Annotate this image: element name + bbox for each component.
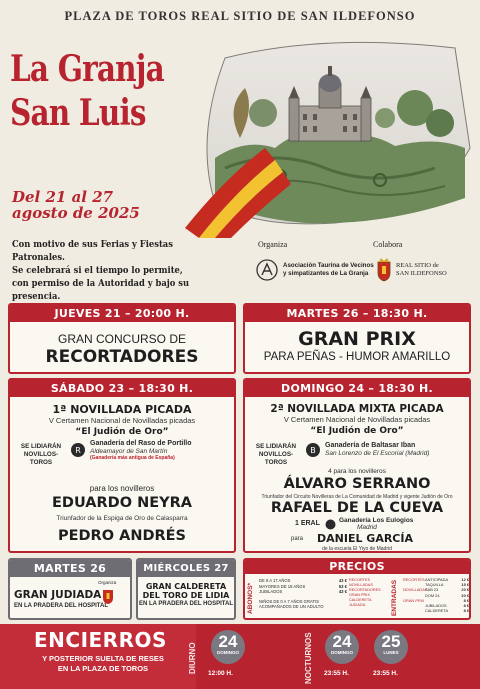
title-line2: San Luis [10,92,146,134]
abono-label: MAYORES DE 18 AÑOS [259,583,306,589]
organiza-label: Organiza [258,240,288,249]
events-list-item: NOVILLADAS [349,583,373,587]
events-list-item: CALDERETA [349,598,372,602]
entradas-list [403,577,469,613]
card-martes26 [8,558,132,620]
entrada-label: JUBILADOS [425,603,447,609]
diurno-time: 12:00 H. [208,670,233,677]
domingo-para2: para [291,536,304,542]
events-list-item: RECORTADORES [349,588,381,592]
footer-encierros-sub [28,654,178,674]
domingo-eral-block [339,517,413,531]
card-martes26-head: MARTES 26 [10,560,130,577]
entrada-price: 8 € [463,603,469,609]
events-list [349,578,389,608]
dates-line2: agosto de 2025 [12,204,140,222]
card-domingo [243,378,471,553]
organiza-name [283,262,374,278]
abonos-note-line: NIÑOS DE 0 A 7 AÑOS GRATIS [259,598,319,604]
entrada-label: TAQUILLA [425,582,444,588]
sabado-title: 1ª NOVILLADA PICADA [52,403,192,416]
dates-line1: Del 21 al 27 [12,188,114,206]
entrada-label: CALDERETA [425,608,449,614]
svg-text:R: R [75,446,81,455]
domingo-novillero2: RAFAEL DE LA CUEVA [270,500,444,516]
entrada-price: 20 € [461,587,469,593]
entrada-label: DOM 24 [425,592,440,598]
ganaderia-brand-icon [305,442,321,458]
domingo-eral-ganaderia: Ganadería Los Eulogios [339,517,414,524]
diurno-dayname: DOMINGO [217,650,239,655]
entrada-group: GRAN PRIX [403,597,425,603]
intro-line: con permiso de la Autoridad y bajo su presencia. [12,278,190,302]
events-list-item: GRAN PRIX [349,593,370,597]
noct-dayname: DOMINGO [331,650,353,655]
diurno-day: 24 [218,632,238,651]
ganaderia-brand-icon [70,442,86,458]
domingo-para: 4 para los novilleros [328,468,386,475]
organiza-name-line: Asociación Taurina de Vecinos [283,262,374,269]
abono-label: JUBILADOS [259,589,283,594]
footer-nocturnos: NOCTURNOS [304,632,313,684]
card-precios [243,558,471,620]
entrada-price: 8 € [463,608,469,614]
palace-illustration [185,28,475,238]
sabado-para: para los novilleros [89,484,155,493]
domingo-title: 2ª NOVILLADA MIXTA PICADA [270,403,444,415]
venue-title: PLAZA DE TOROS REAL SITIO DE SAN ILDEFONSO [64,9,416,23]
card-martes [243,303,471,374]
domingo-eral: 1 ERAL [295,520,320,527]
abono-row [259,589,347,595]
abonos-note [259,599,347,610]
sabado-novillero2: PEDRO ANDRÉS [57,528,186,544]
crest-icon [376,258,392,282]
sabado-novillero1-note: Triunfador de la Espiga de Oro de Calasparra [56,515,188,522]
abonos-label: ABONOS* [247,582,254,614]
sabado-novillero1: EDUARDO NEYRA [52,495,192,511]
domingo-novillero1: ÁLVARO SERRANO [283,476,431,492]
miercoles-line1: GRAN CALDERETA [145,582,227,591]
domingo-novillero3-note: de la escuela El Yiyo de Madrid [322,546,392,552]
entrada-group: RECORTES [403,577,425,582]
intro-line: Se celebrará si el tiempo lo permite, [12,265,183,276]
title-line1: La Granja [10,48,164,90]
domingo-prize: “El Judión de Oro” [310,426,404,436]
miercoles-line3: EN LA PRADERA DEL HOSPITAL [138,601,233,607]
footer-encierros-sub-line: EN LA PLAZA DE TOROS [57,664,149,673]
colabora-name [396,262,447,278]
abono-label: DE 8 A 17 AÑOS [259,578,291,583]
entrada-price: 15 € [461,582,469,588]
sabado-lidiaran [16,443,66,467]
noct-time: 23:55 H. [324,670,349,677]
intro-line: Con motivo de sus Ferias y Fiestas Patronales. [12,239,173,263]
card-sabado-head: SÁBADO 23 – 18:30 H. [10,380,234,397]
svg-text:B: B [310,446,316,455]
domingo-sub: V Certamen Nacional de Novilladas picadas [283,415,431,424]
sabado-ganaderia-loc: Aldeamayor de San Martín [90,447,168,455]
sabado-lidiaran-line: NOVILLOS-TOROS [23,451,59,466]
entradas-label: ENTRADAS [391,579,398,617]
footer-diurno: DIURNO [188,642,197,674]
domingo-lidiaran-line: NOVILLOS-TOROS [258,451,294,466]
card-miercoles-head: MIÉRCOLES 27 [138,560,234,577]
abono-price: 53 € [338,583,347,589]
footer-encierros: ENCIERROS [34,628,167,652]
noct-day-badge [325,630,359,664]
noct-time: 23:55 H. [373,670,398,677]
abono-price: 43 € [338,589,347,594]
abonos-note-line: ACOMPAÑADOS DE UN ADULTO [259,604,324,609]
sabado-ganaderia-note: (Ganadería más antigua de España) [90,455,175,461]
organiza-name-line: y simpatizantes de La Granja [283,270,369,277]
domingo-lidiaran [251,443,301,467]
card-martes-head: MARTES 26 – 18:30 H. [245,305,469,322]
martes26-line2: EN LA PRADERA DEL HOSPITAL [14,603,109,609]
abonos-list [259,578,347,610]
sabado-sub: V Certamen Nacional de Novilladas picadas [48,416,196,425]
noct-day: 24 [332,632,352,651]
colabora-label: Colabora [373,240,403,249]
events-list-item: JUDIADA [349,603,366,607]
card-jueves-line1: GRAN CONCURSO DE [57,332,186,346]
sabado-prize: “El Judión de Oro” [75,427,169,437]
crest-icon [102,587,114,605]
miercoles-line2: DEL TORO DE LIDIA [142,591,230,600]
card-jueves-line2: RECORTADORES [45,347,199,367]
intro-text [12,238,219,303]
colabora-name-line: SAN ILDEFONSO [396,270,447,277]
diurno-day-badge [211,630,245,664]
card-miercoles [136,558,236,620]
entrada-price: 20 € [461,592,469,598]
card-domingo-head: DOMINGO 24 – 18:30 H. [245,380,469,397]
association-logo-icon [255,258,279,282]
precios-head: PRECIOS [245,560,469,574]
footer-encierros-sub-line: Y POSTERIOR SUELTA DE RESES [42,654,164,663]
sabado-lidiaran-line: SE LIDIARÁN [20,443,62,450]
domingo-ganaderia-loc: San Lorenzo de El Escorial (Madrid) [325,450,430,457]
sabado-ganaderia-block [90,440,192,463]
domingo-novillero1-note: Triunfador del Circuito Novilleras de La Comunidad de Madrid y vigente Judión de Oro [261,494,453,500]
entrada-label: SÁB 23 [425,587,439,593]
domingo-ganaderia: Ganadería de Baltasar Iban [325,442,416,449]
martes26-line1: GRAN JUDIADA [14,589,102,601]
domingo-lidiaran-line: SE LIDIARÁN [255,443,297,450]
domingo-ganaderia-block [325,442,429,458]
martes26-organiza: Organiza [98,580,117,585]
noct-dayname: LUNES [383,650,399,655]
abono-price: 43 € [338,578,347,583]
events-list-item: RECORTES [349,578,371,582]
entrada-price: 12 € [461,577,469,582]
noct-day-badge [374,630,408,664]
colabora-name-line: REAL SITIO de [396,262,439,269]
card-martes-line2: PARA PEÑAS - HUMOR AMARILLO [263,351,451,363]
card-jueves-head: JUEVES 21 – 20:00 H. [10,305,234,322]
ganaderia-brand-icon [325,519,336,530]
entrada-group [403,608,425,613]
card-sabado [8,378,236,553]
card-jueves [8,303,236,374]
card-martes-line1: GRAN PRIX [298,328,416,350]
domingo-novillero3: DANIEL GARCÍA [317,532,413,545]
domingo-eral-loc: Madrid [357,524,377,531]
noct-day: 25 [381,632,401,651]
entrada-group: NOVILLADAS [403,587,428,593]
entrada-row [403,608,469,613]
sabado-ganaderia: Ganadería del Raso de Portillo [90,440,192,447]
entrada-price: 8 € [463,597,469,603]
entrada-label: ANTICIPADA [425,577,449,582]
